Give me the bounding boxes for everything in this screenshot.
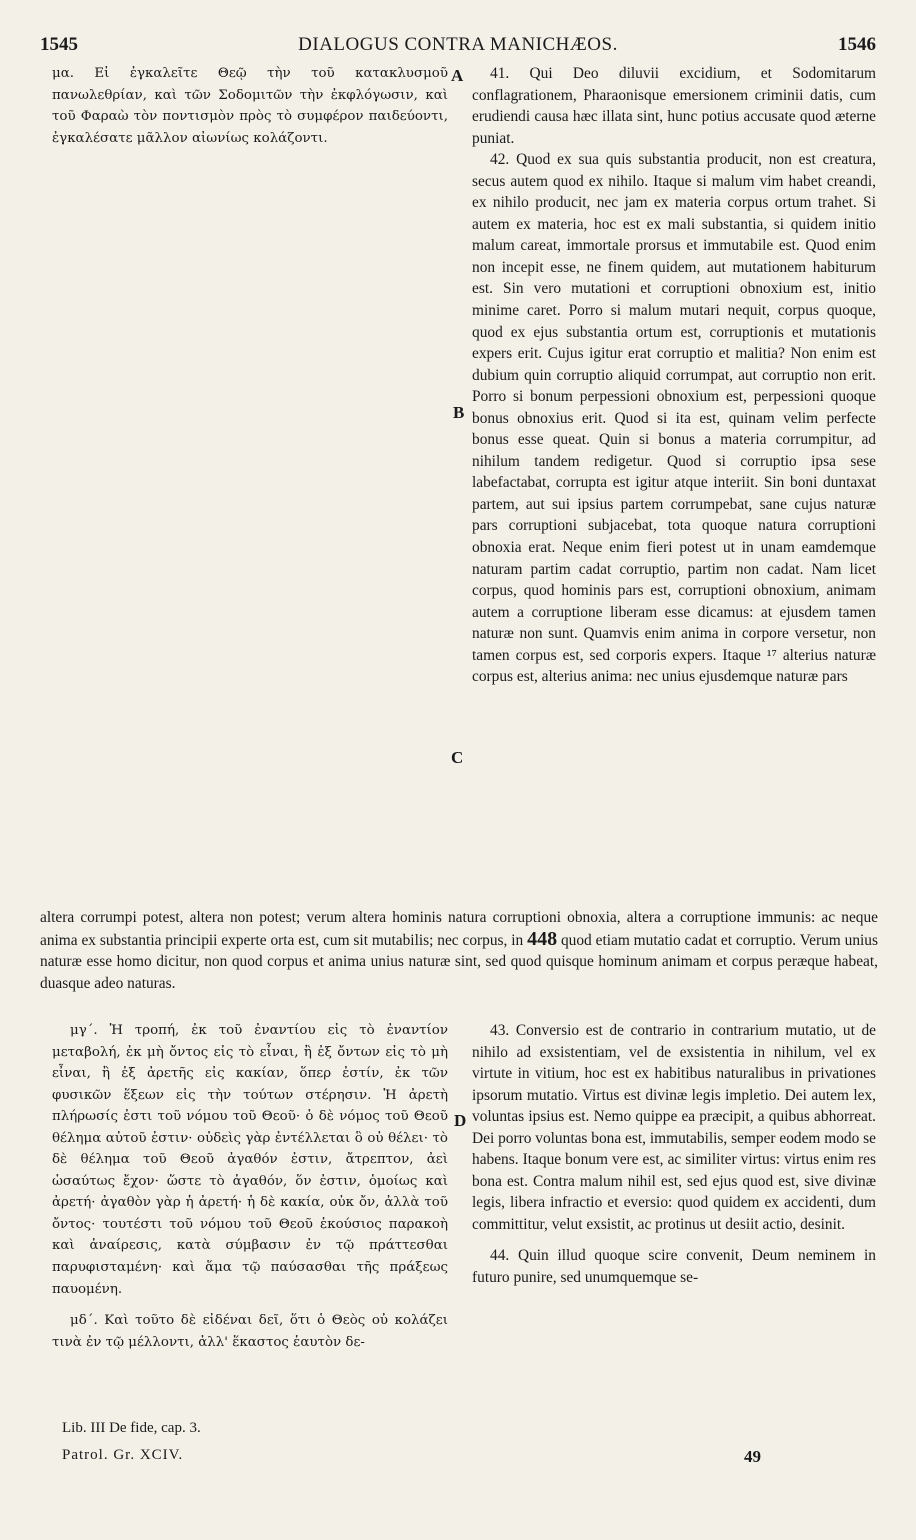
section-marker-d: D (454, 1111, 467, 1130)
greek-paragraph: μγ΄. Ἡ τροπή, ἐκ τοῦ ἐναντίου εἰς τὸ ἐναντίον μεταβολή, ἐκ μὴ ὄντος εἰς τὸ εἶναι, ἢ ἐξ ὄντων εἰς τὸ μὴ εἶναι, ἢ ἐξ ἀρετῆς εἰς κακίαν, ὅπερ ἐστίν, ἐκ τῶν φυσικῶν ἕξεων εἰς τὴν τούτων στέρησιν. Ἡ ἀρετὴ πλήρωσίς ἐστι τοῦ νόμου τοῦ Θεοῦ· ὁ δὲ νόμος τοῦ Θεοῦ θέλημα αὐτοῦ ἐστιν· οὐδεὶς γὰρ ἐντέλλεται ὃ οὐ θέλει· τὸ δὲ θέλημα τοῦ Θεοῦ ἀγαθόν ἐστιν, ἄτρεπτον, ἀεὶ ὡσαύτως ἔχον· ὥστε τὸ ἀγαθόν, ὅν ἐστιν, ὁμοίως καὶ ἀρετή· ἀγαθὸν γὰρ ἡ ἀρετή· ἡ δὲ κακία, οὐκ ὄν, ἀλλὰ τοῦ ὄντος· τουτέστι τοῦ νόμου τοῦ Θεοῦ ἑκούσιος παρακοὴ καὶ ἀναίρεσις, κατὰ σύμβασιν ἐν τῷ πράττεσθαι παρυφισταμένη· καὶ ἅμα τῷ παύσασθαι τῆς πράξεως παυομένη. (52, 1023, 448, 1297)
greek-paragraph: μα. Εἰ ἐγκαλεῖτε Θεῷ τὴν τοῦ κατακλυσμοῦ πανωλεθρίαν, καὶ τῶν Σοδομιτῶν τὴν ἐκφλόγωσιν, καὶ τοῦ Φαραὼ τὸν ποντισμὸν πρὸς τὸ συμφέρον παιδεύοντι, ἐγκαλέσατε μᾶλλον αἰωνίως κολάζοντι. (52, 66, 448, 146)
full-width-text-a: altera corrumpi potest, altera non potest; verum altera hominis natura corruptioni obnoxia, altera a corruptione immunis: ac neque anima ex substantia principii experte orta est, cum sit mutabilis; nec corpus, in (40, 909, 878, 949)
full-width-text-b: quod etiam mutatio cadat et corruptio. Verum unius naturæ esse homo dicitur, non quod corpus et anima unius naturæ sint, sed quod quisque hominum animam et corpus peræque habeat, duasque adeo naturas. (40, 931, 878, 992)
latin-column-top (472, 63, 876, 903)
patrologia-signature: Patrol. Gr. XCIV. (62, 1447, 184, 1463)
left-column-number: 1545 (40, 34, 78, 55)
greek-paragraph: μδ΄. Καὶ τοῦτο δὲ εἰδέναι δεῖ, ὅτι ὁ Θεὸς οὐ κολάζει τινὰ ἐν τῷ μέλλοντι, ἀλλ' ἕκαστος ἑαυτὸν δε- (52, 1313, 448, 1350)
latin-column-bottom (472, 1020, 876, 1400)
greek-column-top (52, 63, 448, 903)
greek-column-bottom (52, 1020, 448, 1400)
gathering-signature: 49 (744, 1447, 761, 1466)
latin-paragraph: 41. Qui Deo diluvii excidium, et Sodomitarum conflagrationem, Pharaonisque emersionem criminii datis, cum erudiendi causa hæc illata sint, hunc potius accusate quod æterne puniat. (472, 65, 876, 147)
section-marker-b: B (453, 403, 465, 422)
latin-paragraph: 44. Quin illud quoque scire convenit, Deum neminem in futuro punire, sed unumquemque se- (472, 1247, 876, 1287)
right-column-number: 1546 (838, 34, 876, 55)
running-header (40, 34, 876, 62)
section-marker-a: A (451, 66, 464, 85)
section-marker-c: C (451, 748, 464, 767)
footnote: Lib. III De fide, cap. 3. (62, 1420, 201, 1436)
column-number-448: 448 (527, 927, 558, 950)
latin-paragraph: 42. Quod ex sua quis substantia producit, non est creatura, secus autem quod ex nihilo. Itaque si malum vim habet creandi, ex nihilo producit, nec jam ex materia corpus ortum trahet. Si autem ex materia, hoc est ex mali substantia, si quidem initio malum careat, immortale prorsus et immutabile est. Quod enim non incepit esse, ne finem quidem, aut mutationem habiturum est. Sin vero mutationi et corruptioni obnoxium est, initio minime caret. Porro si malum mutari nequit, corpus quoque, quod ex ejus substantia ortum est, corruptionis et mutationis expers erit. Cujus igitur erat corruptio et malitia? Non enim est dubium quin corruptio aliquid corrumpat, aut corruptio non erit. Porro si bonum perpessioni obnoxium est, perpessioni quoque bonus obnoxius erit. Quod si ita est, quinam velim perfecte bonus esse queat. Quin si bonus a materia corrumpitur, ad nihilum tandem redigetur. Quod si corruptio ipsa sese labefactabat, corrupta est igitur atque interiit. Sin boni duntaxat partem, aut sui ipsius partem corrumpebat, sane cujus naturæ pars corruptioni subjacebat, tota quoque natura corruptioni obnoxia erat. Neque enim fieri potest ut in unam eamdemque naturam partim cadat corruptio, partim non cadat. Nam licet corpus, quod hominis pars est, corruptioni obnoxium, animam autem a corruptione liberam esse dicamus: at ejusdem tamen naturæ non sunt. Quamvis enim anima in corpore versetur, non tamen corpus est, sed corporis expers. Itaque ¹⁷ alterius naturæ corpus est, alterius anima: nec unius ejusdemque naturæ pars (472, 151, 876, 686)
full-width-passage (40, 907, 878, 994)
running-title: DIALOGUS CONTRA MANICHÆOS. (298, 34, 618, 55)
latin-paragraph: 43. Conversio est de contrario in contrarium mutatio, ut de nihilo ad exsistentiam, vel de exsistentia in nihilum, vel ex virtute in vitium, hoc est ex habitibus naturalibus in privationes ipsorum mutatio. Virtus est divinæ legis impletio. Dei autem lex, voluntas ipsius est. Nemo quippe ea præcipit, a quibus abhorreat. Dei porro voluntas bona est, immutabilis, semper eodem modo se habens. Itaque bonum vere est, ac similiter virtus: virtus enim res bona est. Contra malum nihil est, sed ejus quod est, sive divinæ legis, libera infractio et eversio: quod quidem ex accidenti, dum committitur, velut exsistit, ac protinus ut desiit actio, desinit. (472, 1022, 876, 1233)
